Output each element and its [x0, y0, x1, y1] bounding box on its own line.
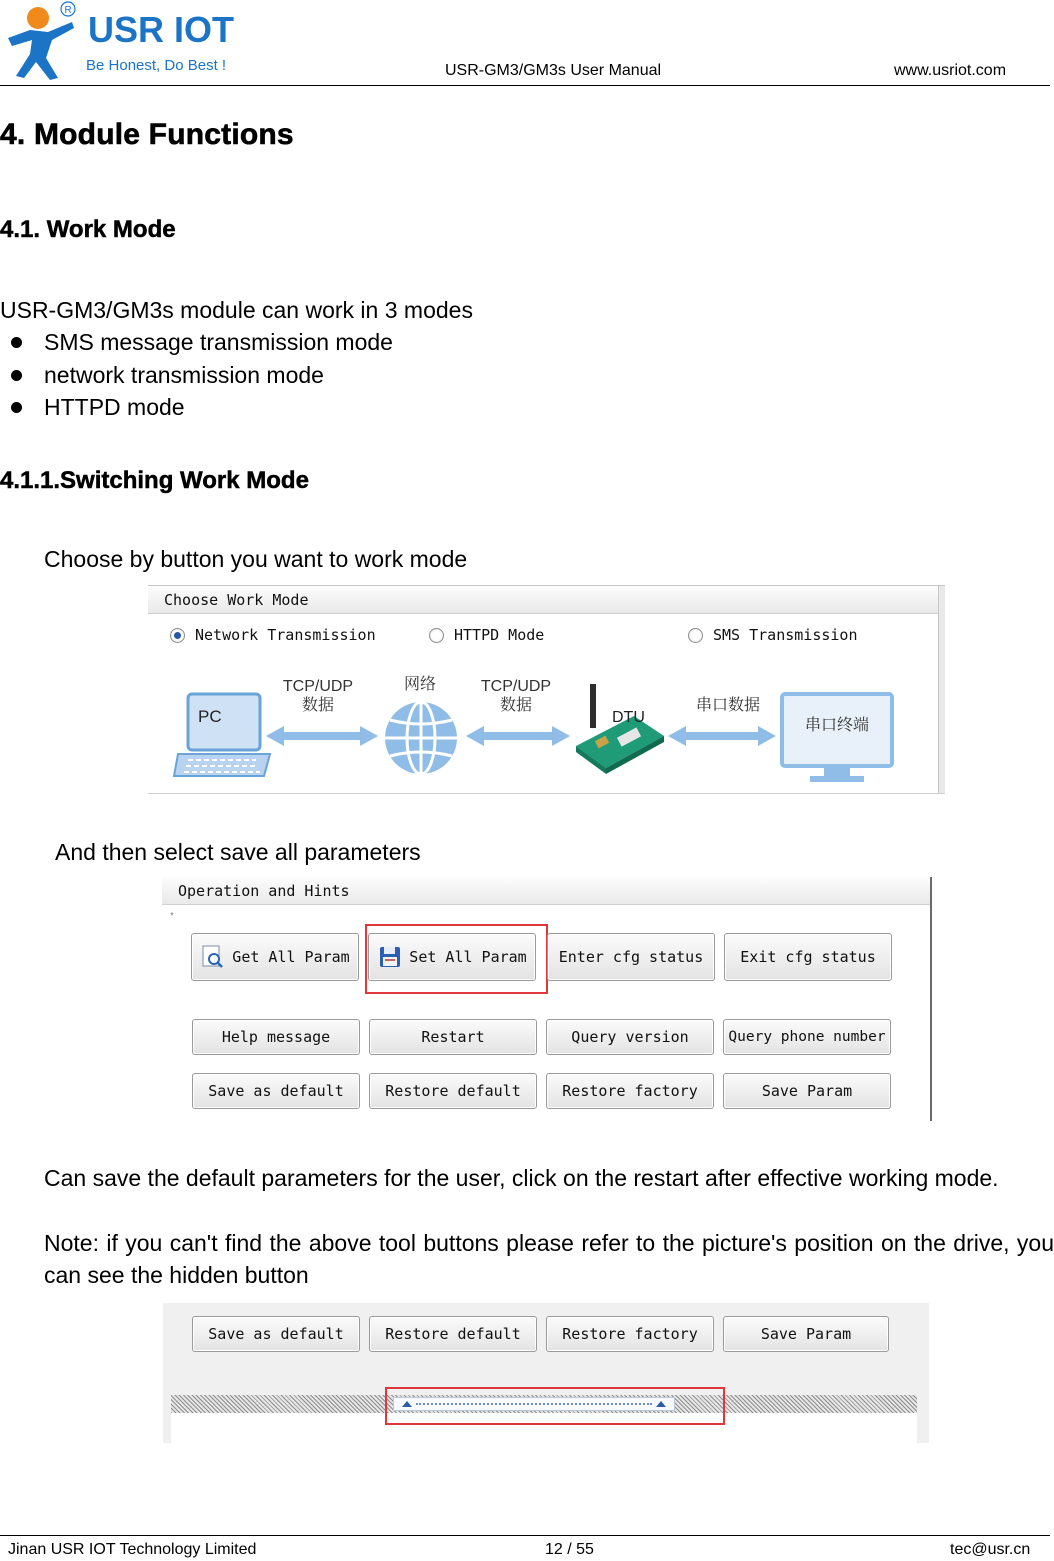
help-message-button[interactable]: Help message — [192, 1019, 360, 1055]
restart-button[interactable]: Restart — [369, 1019, 537, 1055]
dtu-label: DTU — [612, 709, 645, 726]
restore-factory-button[interactable]: Restore factory — [546, 1316, 714, 1352]
bullet-icon — [11, 337, 22, 348]
note-text: Note: if you can't find the above tool buttons please refer to the picture's position on the drive, you can see the hidden button — [44, 1230, 1054, 1288]
arrow-network-dtu — [466, 726, 570, 746]
operation-panel: Operation and Hints * Get All Param Set All Param Enter cfg status Exit cfg status Help message Restart Query version Query phone number Save as default Restore default Restore factory Save Param — [162, 877, 932, 1121]
save-as-default-button[interactable]: Save as default — [192, 1316, 360, 1352]
choose-text: Choose by button you want to work mode — [44, 546, 468, 572]
logo-text: USR IOT — [88, 9, 235, 50]
intro-text: USR-GM3/GM3s module can work in 3 modes — [0, 297, 473, 323]
set-all-param-button[interactable]: Set All Param — [368, 933, 536, 981]
laptop-icon — [174, 694, 270, 776]
enter-cfg-status-button[interactable]: Enter cfg status — [547, 933, 715, 981]
query-phone-number-button[interactable]: Query phone number — [723, 1019, 891, 1055]
radio-sms-transmission[interactable]: SMS Transmission — [688, 626, 858, 644]
save-as-default-button[interactable]: Save as default — [192, 1073, 360, 1109]
panel-title: Operation and Hints — [178, 882, 350, 900]
bullet-icon — [11, 402, 22, 413]
highlight-box — [385, 1387, 725, 1425]
header-divider — [0, 85, 1050, 86]
footer-company: Jinan USR IOT Technology Limited — [8, 1541, 257, 1558]
save-param-button[interactable]: Save Param — [723, 1073, 891, 1109]
save-default-text: Can save the default parameters for the user, click on the restart after effective working mode. — [44, 1165, 999, 1191]
section-heading: 4. Module Functions — [0, 118, 294, 151]
page-number: 12 / 55 — [545, 1541, 594, 1558]
footer-email: tec@usr.cn — [950, 1541, 1031, 1558]
query-version-button[interactable]: Query version — [546, 1019, 714, 1055]
header-url: www.usriot.com — [894, 62, 1007, 79]
get-all-param-button[interactable]: Get All Param — [191, 933, 359, 981]
save-param-button[interactable]: Save Param — [723, 1316, 889, 1352]
logo-tagline: Be Honest, Do Best ! — [86, 57, 227, 74]
tcp-udp-left-label: TCP/UDP 数据 — [282, 678, 354, 714]
radio-httpd-mode[interactable]: HTTPD Mode — [429, 626, 544, 644]
monitor-icon — [782, 694, 892, 782]
restore-factory-button[interactable]: Restore factory — [546, 1073, 714, 1109]
arrow-dtu-terminal — [668, 726, 776, 746]
exit-cfg-status-button[interactable]: Exit cfg status — [724, 933, 892, 981]
panel-title: Choose Work Mode — [164, 591, 309, 609]
radio-network-transmission[interactable]: Network Transmission — [170, 626, 376, 644]
list-item: network transmission mode — [0, 359, 393, 392]
pc-label: PC — [198, 707, 222, 726]
subsection-heading: 4.1. Work Mode — [0, 216, 176, 243]
highlight-box — [365, 924, 548, 994]
network-label: 网络 — [403, 676, 436, 693]
svg-text:R: R — [64, 5, 72, 16]
tcp-udp-right-label: TCP/UDP 数据 — [480, 678, 552, 714]
mode-list — [0, 326, 393, 424]
usr-iot-logo — [2, 0, 242, 84]
list-item: HTTPD mode — [0, 391, 393, 424]
bullet-icon — [11, 370, 22, 381]
header-title: USR-GM3/GM3s User Manual — [445, 62, 662, 79]
serial-data-label: 串口数据 — [695, 697, 760, 714]
arrow-pc-network — [266, 726, 378, 746]
work-mode-panel — [148, 585, 945, 794]
document-search-icon — [200, 944, 226, 970]
hidden-button-panel — [163, 1303, 929, 1443]
panel-title-bar — [162, 877, 930, 905]
serial-terminal-label: 串口终端 — [804, 717, 869, 734]
dtu-device-icon — [576, 684, 664, 774]
restore-default-button[interactable]: Restore default — [369, 1316, 537, 1352]
subsubsection-heading: 4.1.1.Switching Work Mode — [0, 467, 309, 494]
globe-icon — [385, 702, 457, 774]
footer-divider — [0, 1535, 1050, 1536]
list-item: SMS message transmission mode — [0, 326, 393, 359]
then-text: And then select save all parameters — [55, 839, 421, 865]
restore-default-button[interactable]: Restore default — [369, 1073, 537, 1109]
